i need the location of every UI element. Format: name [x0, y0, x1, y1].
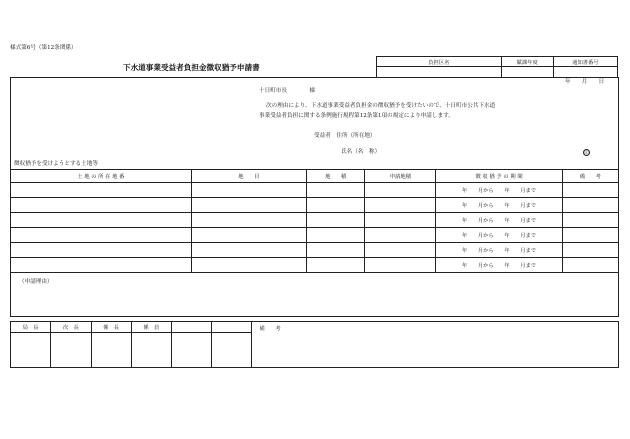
form-title: 下水道事業受益者負担金徴収猶予申請書 — [123, 63, 260, 72]
remarks-cell[interactable] — [562, 243, 618, 258]
fiscal-year-value[interactable] — [501, 67, 553, 78]
notice-number-header: 通知書番号 — [553, 57, 617, 67]
body-text-line-2: 事業受益者負担に関する条例施行規程第12条第1項の規定により申請します。 — [259, 113, 454, 119]
stamp-cell-chief[interactable] — [91, 333, 131, 368]
district-value[interactable] — [377, 67, 502, 78]
land-category-cell[interactable] — [191, 198, 306, 213]
remarks-cell[interactable] — [562, 183, 618, 198]
reason-label: （申請理由） — [19, 279, 53, 285]
stamp-cell-staff[interactable] — [131, 333, 171, 368]
land-section-title: 徴収猶予を受けようとする土地等 — [14, 161, 98, 167]
admin-info-table — [376, 56, 618, 78]
stamp-cell-deputy[interactable] — [51, 333, 91, 368]
stamp-cell-blank-1[interactable] — [172, 333, 212, 368]
approval-header-deputy: 次 長 — [51, 322, 91, 333]
remarks-cell[interactable] — [562, 228, 618, 243]
stamp-cell-blank-2[interactable] — [211, 333, 251, 368]
date-line[interactable]: 年 月 日 — [565, 79, 605, 85]
land-header-period: 徴 収 猶 予 の 期 間 — [436, 170, 562, 183]
reason-input-area[interactable] — [12, 288, 617, 315]
remarks-cell[interactable] — [562, 198, 618, 213]
land-category-cell[interactable] — [191, 228, 306, 243]
land-location-cell[interactable] — [11, 183, 192, 198]
table-row — [11, 183, 619, 198]
land-category-cell[interactable] — [191, 258, 306, 273]
land-header-location: 土 地 の 所 在 地 番 — [11, 170, 192, 183]
approval-header-chief: 係 長 — [91, 322, 131, 333]
table-row — [11, 198, 619, 213]
approval-header-director: 局 長 — [11, 322, 51, 333]
land-location-cell[interactable] — [11, 213, 192, 228]
applied-area-cell[interactable] — [365, 183, 436, 198]
remarks-cell[interactable] — [562, 213, 618, 228]
table-row — [11, 243, 619, 258]
approval-header-staff: 係 員 — [131, 322, 171, 333]
notice-number-value[interactable] — [553, 67, 617, 78]
land-area-cell[interactable] — [307, 213, 365, 228]
approval-table — [10, 321, 619, 368]
approval-header-blank-2 — [211, 322, 251, 333]
applied-area-cell[interactable] — [365, 243, 436, 258]
land-header-remarks: 備 考 — [562, 170, 618, 183]
period-cell[interactable]: 年 月から 年 月まで — [436, 198, 562, 213]
land-area-cell[interactable] — [307, 228, 365, 243]
land-location-cell[interactable] — [11, 243, 192, 258]
stamp-cell-director[interactable] — [11, 333, 51, 368]
land-header-area: 地 積 — [307, 170, 365, 183]
land-header-applied-area: 申請地積 — [365, 170, 436, 183]
applied-area-cell[interactable] — [365, 213, 436, 228]
applicant-name-label: 氏名（名 称） — [341, 149, 381, 155]
applied-area-cell[interactable] — [365, 228, 436, 243]
land-area-cell[interactable] — [307, 198, 365, 213]
applicant-address-label: 受益者 住所（所在地） — [314, 133, 376, 139]
addressee: 十日町市長 様 — [259, 88, 315, 94]
land-location-cell[interactable] — [11, 198, 192, 213]
approval-remarks[interactable] — [251, 322, 618, 368]
table-row — [11, 258, 619, 273]
land-header-category: 地 目 — [191, 170, 306, 183]
period-cell[interactable]: 年 月から 年 月まで — [436, 243, 562, 258]
land-category-cell[interactable] — [191, 213, 306, 228]
land-area-cell[interactable] — [307, 258, 365, 273]
form-number: 様式第6号（第12条関係） — [10, 45, 77, 51]
seal-mark: 印 — [584, 149, 589, 155]
land-area-cell[interactable] — [307, 243, 365, 258]
applied-area-cell[interactable] — [365, 198, 436, 213]
land-location-cell[interactable] — [11, 258, 192, 273]
period-cell[interactable]: 年 月から 年 月まで — [436, 228, 562, 243]
land-area-cell[interactable] — [307, 183, 365, 198]
period-cell[interactable]: 年 月から 年 月まで — [436, 258, 562, 273]
approval-header-blank-1 — [172, 322, 212, 333]
land-table — [10, 169, 619, 273]
land-location-cell[interactable] — [11, 228, 192, 243]
body-text-line-1: 次の理由により、下水道事業受益者負担金の徴収猶予を受けたいので、十日町市公共下水道 — [266, 103, 496, 109]
land-category-cell[interactable] — [191, 183, 306, 198]
district-header: 負担区名 — [377, 57, 502, 67]
remarks-cell[interactable] — [562, 258, 618, 273]
fiscal-year-header: 賦課年度 — [501, 57, 553, 67]
applied-area-cell[interactable] — [365, 258, 436, 273]
land-category-cell[interactable] — [191, 243, 306, 258]
table-row — [11, 228, 619, 243]
approval-remarks-label: 備 考 — [259, 326, 281, 332]
period-cell[interactable]: 年 月から 年 月まで — [436, 183, 562, 198]
table-row — [11, 213, 619, 228]
period-cell[interactable]: 年 月から 年 月まで — [436, 213, 562, 228]
